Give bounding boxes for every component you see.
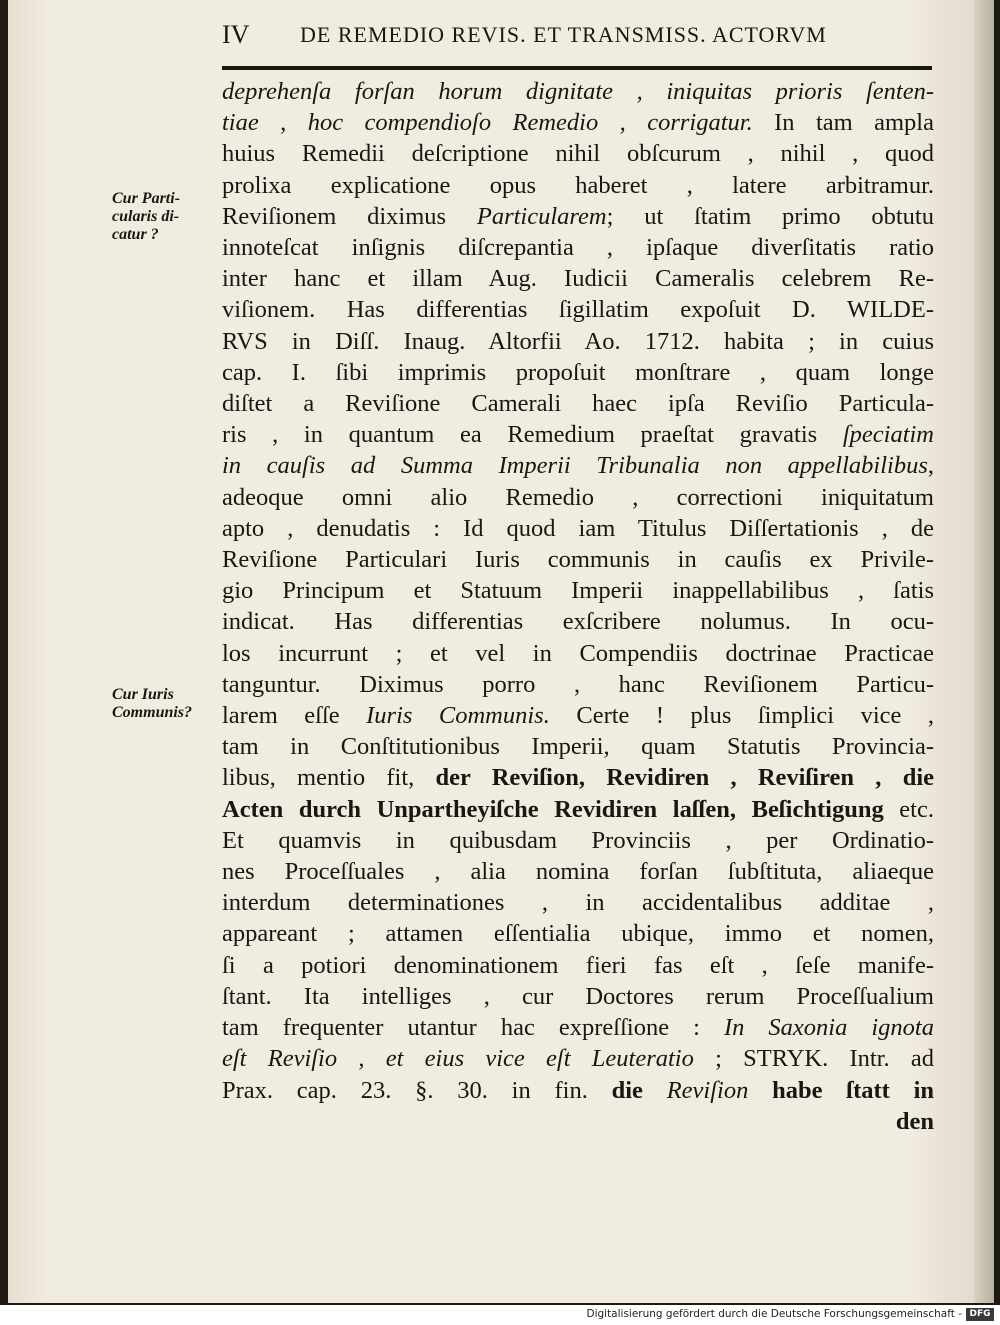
page-header: [222, 18, 932, 54]
text-line: [222, 981, 934, 1012]
text-line: [222, 1106, 934, 1137]
text-segment: larem eſſe: [222, 702, 367, 730]
text-line: [222, 513, 934, 544]
text-segment: cap. I. ſibi imprimis propoſuit monſtrare , quam longe: [222, 358, 934, 386]
text-segment: ſi a potiori denominationem fieri fas eſt , ſeſe manife-: [222, 951, 934, 979]
text-line: [222, 794, 934, 825]
text-segment: etc.: [883, 795, 934, 823]
marginal-line: Cur Parti-: [112, 190, 181, 207]
text-line: [222, 450, 934, 481]
text-segment: ; ut ſtatim primo obtutu: [606, 202, 934, 230]
text-line: [222, 419, 934, 450]
marginal-line: cularis di-: [112, 208, 180, 225]
text-segment: Reviſione Particulari Iuris communis in cauſis ex Privile-: [222, 546, 934, 574]
text-segment: ris , in quantum ea Remedium praeſtat gravatis: [222, 421, 843, 449]
text-segment: adeoque omni alio Remedio , correctioni iniquitatum: [222, 483, 934, 511]
text-line: [222, 76, 934, 107]
text-segment: los incurrunt ; et vel in Compendiis doctrinae Practicae: [222, 639, 934, 667]
text-segment: eſt Reviſio , et eius vice eſt Leuteratio: [222, 1045, 694, 1073]
text-segment: Certe ! plus ſimplici vice ,: [549, 702, 934, 730]
text-segment: gio Principum et Statuum Imperii inappellabilibus , ſatis: [222, 577, 934, 605]
text-segment: der Reviſion, Revidiren , Reviſiren , die: [435, 764, 934, 792]
text-segment: diſtet a Reviſione Camerali haec ipſa Reviſio Particula-: [222, 390, 934, 418]
text-segment: Acten durch Unpartheyiſche Revidiren laſſen, Beſichtigung: [222, 795, 884, 823]
text-segment: innoteſcat inſignis diſcrepantia , ipſaque diverſitatis ratio: [222, 234, 934, 262]
marginal-note-particularis: [112, 190, 218, 244]
text-line: [222, 669, 934, 700]
text-segment: tam frequenter utantur hac expreſſione :: [222, 1014, 724, 1042]
text-segment: Iuris Communis.: [366, 702, 550, 730]
text-segment: nes Proceſſuales , alia nomina forſan ſubſtituta, aliaeque: [222, 858, 934, 886]
text-line: [222, 731, 934, 762]
text-line: [222, 170, 934, 201]
text-line: [222, 232, 934, 263]
text-segment: prolixa explicatione opus haberet , latere arbitramur.: [222, 171, 934, 199]
text-segment: Et quamvis in quibusdam Provinciis , per Ordinatio-: [222, 826, 934, 854]
text-line: [222, 357, 934, 388]
text-line: [222, 107, 934, 138]
marginal-line: catur ?: [112, 226, 159, 243]
text-segment: apto , denudatis : Id quod iam Titulus Diſſertationis , de: [222, 514, 934, 542]
body-text: [222, 76, 934, 1137]
text-segment: in cauſis ad Summa Imperii Tribunalia non appellabilibus: [222, 452, 928, 480]
text-line: [222, 638, 934, 669]
text-segment: Prax. cap. 23. §. 30. in fin.: [222, 1076, 612, 1104]
running-title: DE REMEDIO REVIS. ET TRANSMISS. ACTORVM: [300, 22, 827, 47]
text-segment: ,: [927, 452, 934, 480]
marginal-line: Cur Iuris: [112, 686, 174, 703]
text-line: [222, 762, 934, 793]
text-segment: indicat. Has differentias exſcribere nolumus. In ocu-: [222, 608, 934, 636]
text-line: [222, 575, 934, 606]
footer-bar: [0, 1305, 1000, 1325]
text-line: [222, 544, 934, 575]
text-segment: ſtant. Ita intelliges , cur Doctores rerum Proceſſualium: [222, 982, 934, 1010]
text-line: [222, 950, 934, 981]
text-segment: Reviſionem diximus: [222, 202, 477, 230]
text-line: [222, 918, 934, 949]
text-segment: die: [611, 1076, 667, 1104]
text-segment: In Saxonia ignota: [723, 1014, 934, 1042]
text-line: [222, 138, 934, 169]
text-segment: tanguntur. Diximus porro , hanc Reviſionem Particu-: [222, 670, 934, 698]
text-segment: In tam ampla: [752, 109, 934, 137]
text-line: [222, 201, 934, 232]
text-line: [222, 1075, 934, 1106]
text-segment: Particularem: [476, 202, 607, 230]
text-line: [222, 700, 934, 731]
text-segment: viſionem. Has differentias ſigillatim expoſuit D. WILDE-: [222, 296, 934, 324]
text-line: [222, 326, 934, 357]
text-line: [222, 1012, 934, 1043]
text-segment: deprehenſa forſan horum dignitate , iniquitas prioris ſenten-: [222, 78, 934, 105]
text-segment: RVS in Diſſ. Inaug. Altorfii Ao. 1712. habita ; in cuius: [222, 327, 934, 355]
marginal-line: Communis?: [112, 704, 193, 721]
text-segment: appareant ; attamen eſſentialia ubique, immo et nomen,: [222, 920, 934, 948]
text-segment: libus, mentio fit,: [222, 764, 436, 792]
text-line: [222, 825, 934, 856]
page-edge: [974, 0, 994, 1303]
folio-number: IV: [222, 20, 250, 49]
text-segment: ſpeciatim: [842, 421, 934, 449]
text-line: [222, 606, 934, 637]
marginal-note-communis: [112, 686, 218, 722]
text-line: [222, 887, 934, 918]
header-rule: [222, 66, 932, 70]
footer-credit: Digitalisierung gefördert durch die Deutsche Forschungsgemeinschaft -: [586, 1308, 962, 1320]
text-segment: tiae , hoc compendioſo Remedio , corrigatur.: [222, 109, 753, 137]
text-segment: huius Remedii deſcriptione nihil obſcurum , nihil , quod: [222, 140, 934, 168]
text-line: [222, 482, 934, 513]
dfg-logo: DFG: [966, 1308, 994, 1321]
text-line: [222, 1043, 934, 1074]
text-segment: Reviſion: [666, 1076, 749, 1104]
text-line: [222, 388, 934, 419]
text-segment: ; STRYK. Intr. ad: [693, 1045, 934, 1073]
text-segment: den: [895, 1107, 934, 1135]
text-segment: tam in Conſtitutionibus Imperii, quam Statutis Provincia-: [222, 733, 934, 761]
text-segment: interdum determinationes , in accidentalibus additae ,: [222, 889, 934, 917]
text-segment: inter hanc et illam Aug. Iudicii Cameralis celebrem Re-: [222, 265, 934, 293]
text-line: [222, 856, 934, 887]
text-line: [222, 294, 934, 325]
text-segment: habe ſtatt in: [748, 1076, 934, 1104]
text-line: [222, 263, 934, 294]
